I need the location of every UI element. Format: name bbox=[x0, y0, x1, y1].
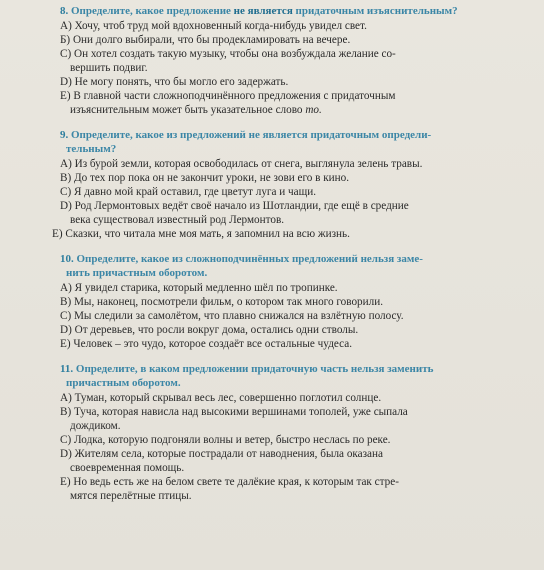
question-11 bbox=[60, 362, 516, 503]
option-c: С) Я давно мой край оставил, где цветут луга и чащи. bbox=[60, 186, 317, 198]
option-a: А) Хочу, чтоб труд мой вдохновенный когда-нибудь увидел свет. bbox=[60, 20, 367, 32]
question-number: 9. bbox=[60, 129, 69, 141]
question-title: 10. Определите, какое из сложноподчинённых предложений нельзя заме- нить причастным оборотом. bbox=[60, 253, 423, 279]
option-d: D) Род Лермонтовых ведёт своё начало из Шотландии, где ещё в средние века существовал известный род Лермонтов. bbox=[60, 200, 409, 226]
question-9 bbox=[52, 128, 516, 241]
option-e: Е) Но ведь есть же на белом свете те далёкие края, к которым так стре- мятся перелётные птицы. bbox=[60, 476, 399, 502]
option-e: Е) Сказки, что читала мне моя мать, я запомнил на всю жизнь. bbox=[52, 228, 350, 240]
option-d: D) Не могу понять, что бы могло его задержать. bbox=[60, 76, 289, 88]
option-b: В) Мы, наконец, посмотрели фильм, о котором так много говорили. bbox=[60, 296, 384, 308]
option-a: А) Туман, который скрывал весь лес, совершенно поглотил солнце. bbox=[60, 392, 382, 404]
option-c: С) Он хотел создать такую музыку, чтобы она возбуждала желание со- вершить подвиг. bbox=[60, 48, 396, 74]
option-d: D) От деревьев, что росли вокруг дома, остались одни стволы. bbox=[60, 324, 359, 336]
option-d: D) Жителям села, которые пострадали от наводнения, была оказана своевременная помощь. bbox=[60, 448, 383, 474]
option-c: С) Лодка, которую подгоняли волны и ветер, быстро неслась по реке. bbox=[60, 434, 391, 446]
question-10 bbox=[60, 252, 516, 351]
option-a: А) Из бурой земли, которая освободилась от снега, выглянула зелень травы. bbox=[60, 158, 423, 170]
question-8 bbox=[60, 4, 516, 117]
option-b: В) Туча, которая нависла над высокими вершинами тополей, уже сыпала дождиком. bbox=[60, 406, 408, 432]
option-b: В) До тех пор пока он не закончит уроки, не зови его в кино. bbox=[60, 172, 350, 184]
emphasis: не является bbox=[233, 5, 293, 17]
question-title: 8. Определите, какое предложение не является придаточным изъяснительным? bbox=[60, 5, 458, 17]
question-title: 9. Определите, какое из предложений не является придаточным определи- тельным? bbox=[60, 129, 432, 155]
option-a: А) Я увидел старика, который медленно шёл по тропинке. bbox=[60, 282, 338, 294]
question-title: 11. Определите, в каком предложении придаточную часть нельзя заменить причастным оборотом. bbox=[60, 363, 434, 389]
option-b: Б) Они долго выбирали, что бы продекламировать на вечере. bbox=[60, 34, 351, 46]
option-e: Е) В главной части сложноподчинённого предложения с придаточным изъяснительным может быть указательное слово то. bbox=[60, 90, 396, 116]
question-number: 11. bbox=[60, 363, 74, 375]
question-number: 10. bbox=[60, 253, 74, 265]
question-number: 8. bbox=[60, 5, 69, 17]
option-e: Е) Человек – это чудо, которое создаёт все остальные чудеса. bbox=[60, 338, 353, 350]
option-c: С) Мы следили за самолётом, что плавно снижался на взлётную полосу. bbox=[60, 310, 404, 322]
